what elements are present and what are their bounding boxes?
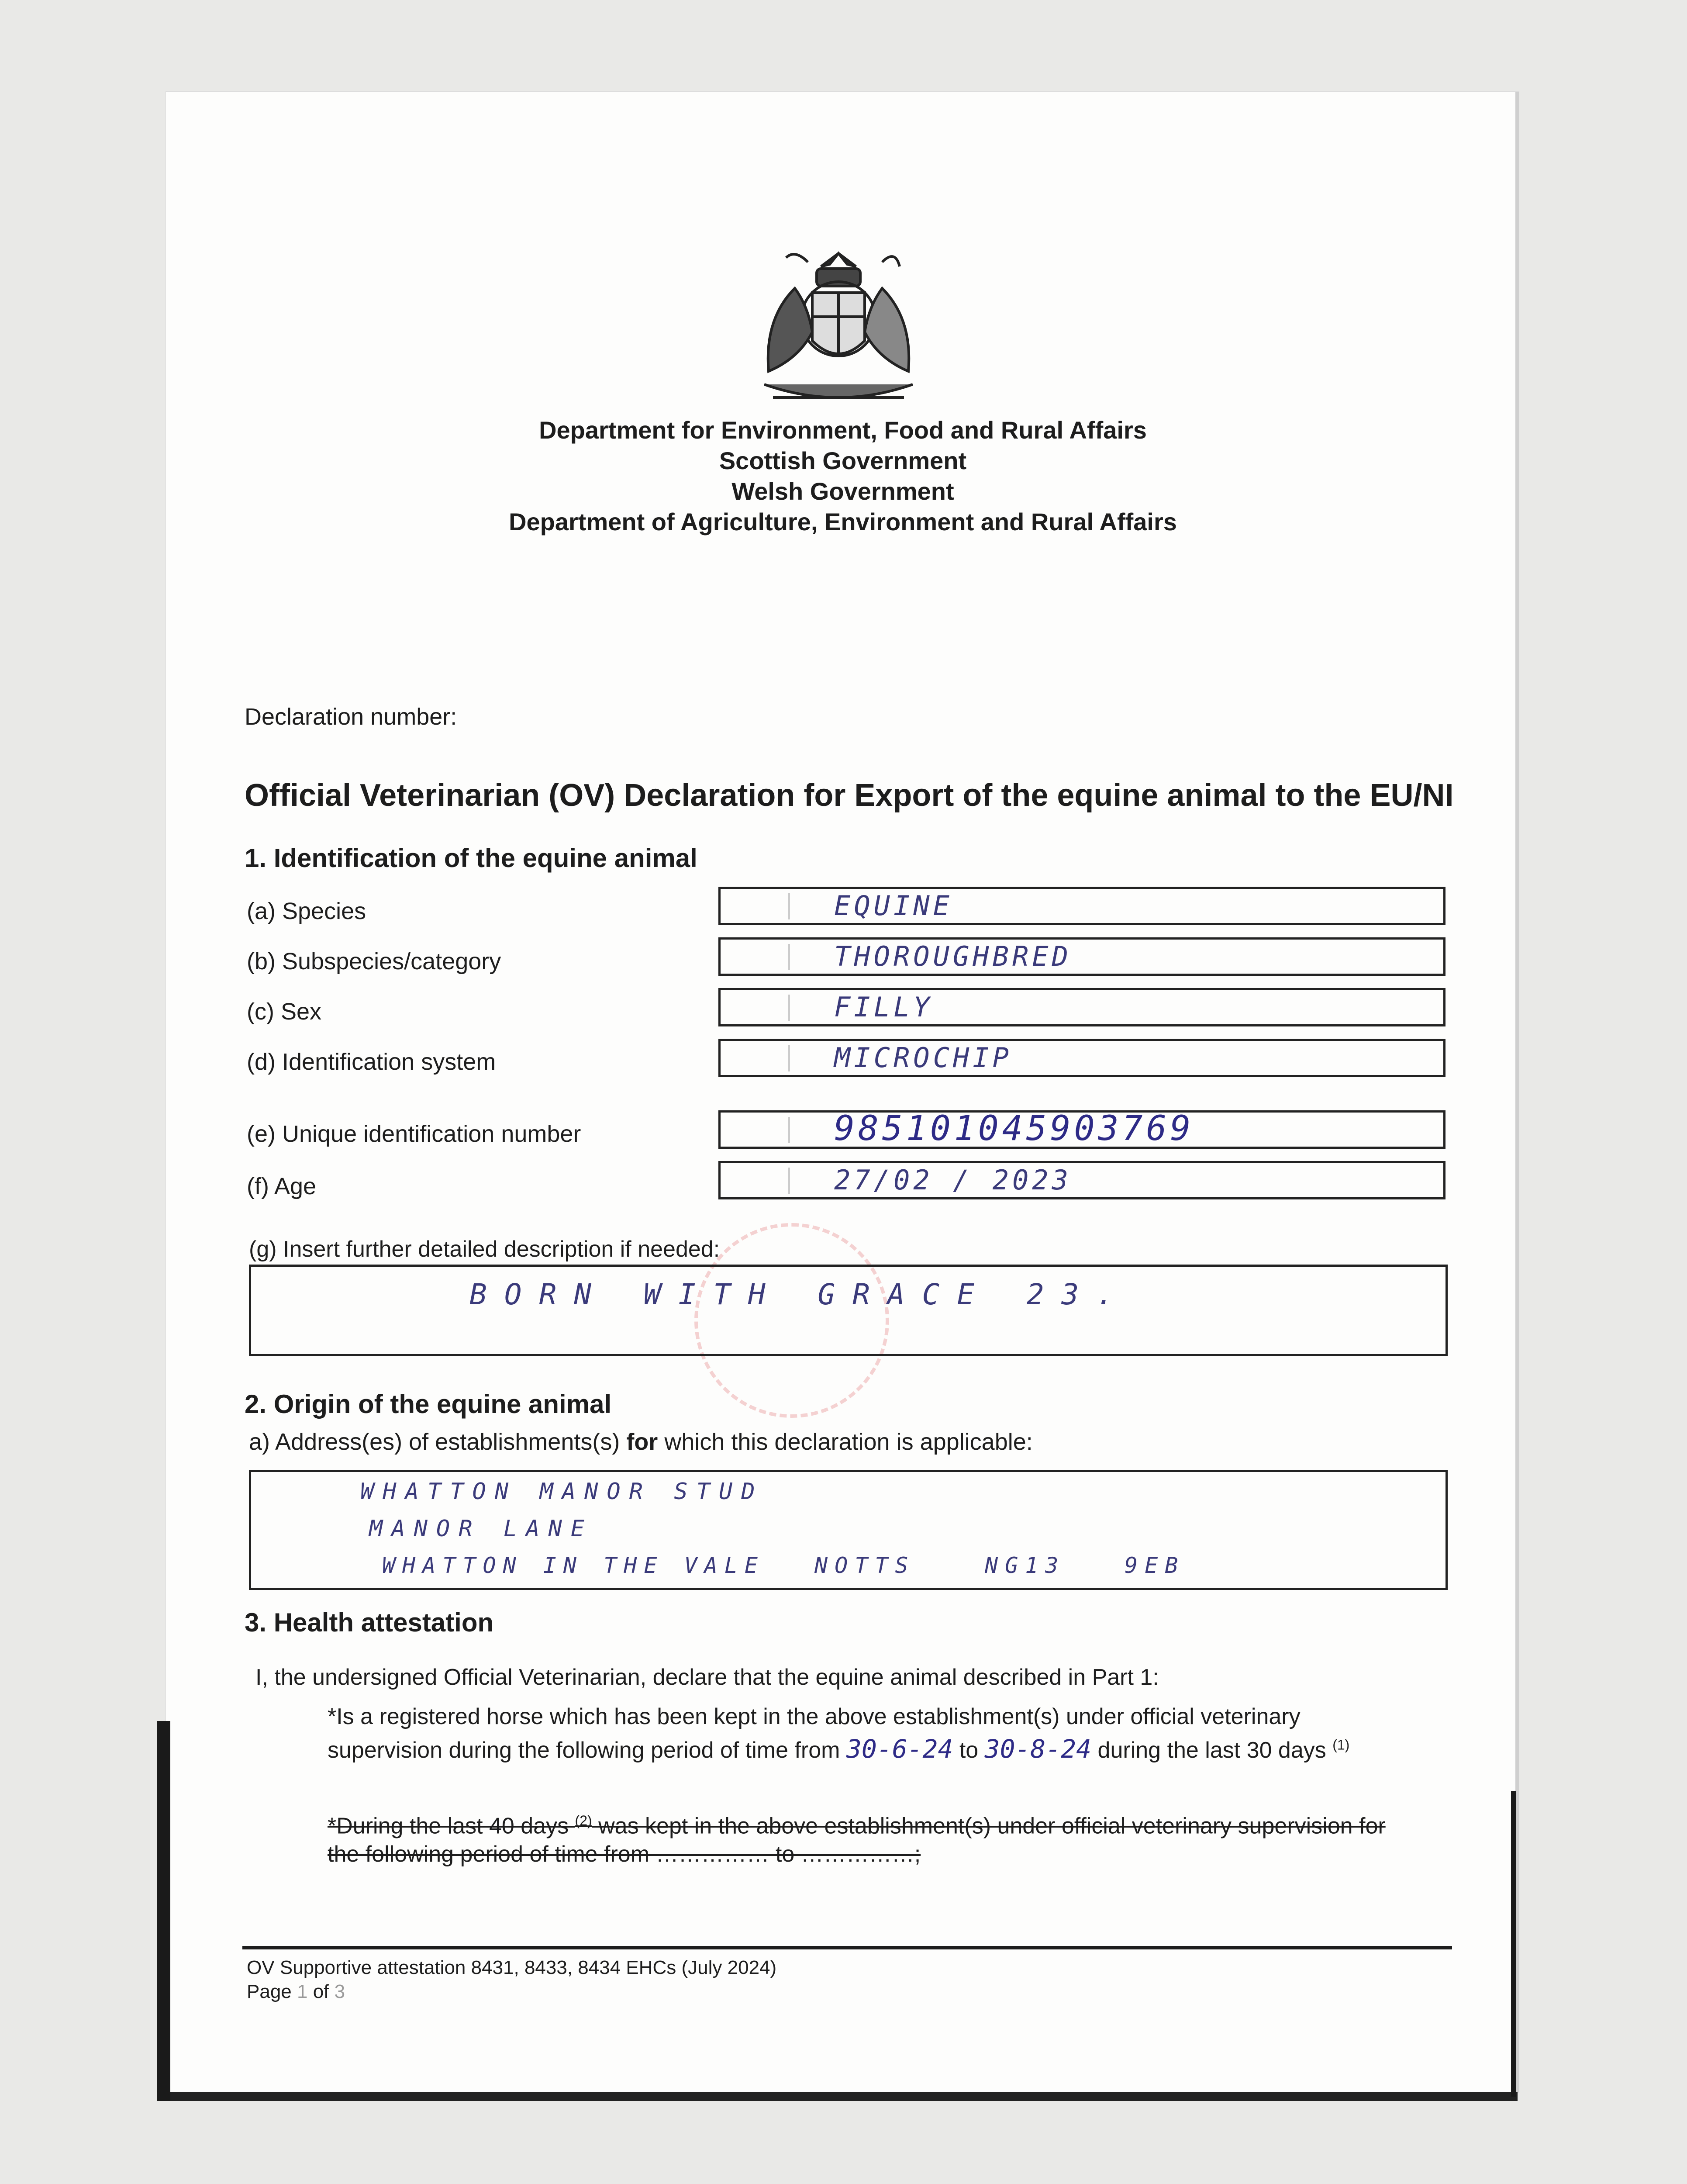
subspecies-label: (b) Subspecies/category	[247, 948, 501, 975]
supervision-date-to: 30-8-24	[984, 1734, 1092, 1764]
identification-system-label: (d) Identification system	[247, 1049, 496, 1075]
section-3-heading: 3. Health attestation	[245, 1608, 494, 1637]
section-1-heading: 1. Identification of the equine animal	[245, 843, 697, 873]
species-value: EQUINE	[834, 890, 953, 922]
species-label: (a) Species	[247, 898, 366, 924]
address-line-1: WHATTON MANOR STUD	[360, 1479, 764, 1505]
address-box[interactable]	[249, 1470, 1448, 1590]
sex-field[interactable]	[718, 988, 1446, 1026]
footer-attestation-reference: OV Supportive attestation 8431, 8433, 8434 EHCs (July 2024)	[247, 1957, 777, 1978]
species-field[interactable]	[718, 887, 1446, 925]
department-scottish-government: Scottish Government	[719, 447, 967, 474]
footer-rule	[242, 1946, 1452, 1949]
address-line-3: WHATTON IN THE VALE	[382, 1553, 765, 1578]
identification-system-value: MICROCHIP	[834, 1042, 1012, 1074]
further-description-box[interactable]	[249, 1265, 1448, 1356]
further-description-label: (g) Insert further detailed description if needed:	[249, 1237, 720, 1262]
address-postcode-part-2: 9EB	[1125, 1553, 1185, 1578]
subspecies-field[interactable]	[718, 937, 1446, 976]
section-2-heading: 2. Origin of the equine animal	[245, 1389, 612, 1419]
royal-coat-of-arms-emblem	[751, 245, 926, 411]
attestation-para1-line1: *Is a registered horse which has been kept in the above establishment(s) under official veterinary	[328, 1704, 1301, 1729]
address-postcode-part-1: NG13	[985, 1553, 1066, 1578]
declaration-number-label: Declaration number:	[245, 704, 457, 730]
footer-page-number: Page 1 of 3	[247, 1981, 345, 2002]
attestation-para2-line1-struck: *During the last 40 days $^{(2)}$ was kept in the above establishment(s) under official veterinary supervision for	[328, 1813, 1386, 1839]
further-description-value: BORN WITH GRACE 23.	[469, 1278, 1131, 1311]
page-shadow-bottom	[166, 2092, 1518, 2101]
unique-id-label: (e) Unique identification number	[247, 1121, 581, 1147]
sex-value: FILLY	[834, 991, 933, 1023]
page-shadow-right	[1511, 1791, 1516, 2097]
attestation-intro: I, the undersigned Official Veterinarian, declare that the equine animal described in Part 1:	[255, 1665, 1159, 1690]
age-value: 27/02 / 2023	[834, 1164, 1072, 1196]
age-label: (f) Age	[247, 1173, 317, 1199]
sex-label: (c) Sex	[247, 999, 322, 1025]
subspecies-value: THOROUGHBRED	[834, 940, 1072, 972]
attestation-para1-line2: supervision during the following period of time from 30-6-24 to 30-8-24 during the last 30 days $^{(1)}$	[328, 1734, 1350, 1764]
unique-id-value: 985101045903769	[834, 1109, 1194, 1148]
identification-system-field[interactable]	[718, 1039, 1446, 1077]
department-defra: Department for Environment, Food and Rural Affairs	[539, 416, 1147, 444]
document-title: Official Veterinarian (OV) Declaration for Export of the equine animal to the EU/NI	[245, 778, 1454, 813]
unique-id-field[interactable]	[718, 1110, 1446, 1149]
address-county: NOTTS	[814, 1553, 915, 1578]
supervision-date-from: 30-6-24	[846, 1734, 953, 1764]
department-daera: Department of Agriculture, Environment and Rural Affairs	[509, 508, 1177, 536]
address-line-2: MANOR LANE	[369, 1516, 593, 1542]
address-label: a) Address(es) of establishments(s) for which this declaration is applicable:	[249, 1429, 1033, 1455]
age-field[interactable]	[718, 1161, 1446, 1199]
attestation-para2-line2-struck: the following period of time from …………… to ……………;	[328, 1842, 921, 1867]
department-welsh-government: Welsh Government	[731, 477, 954, 505]
page-shadow-left	[157, 1721, 170, 2101]
